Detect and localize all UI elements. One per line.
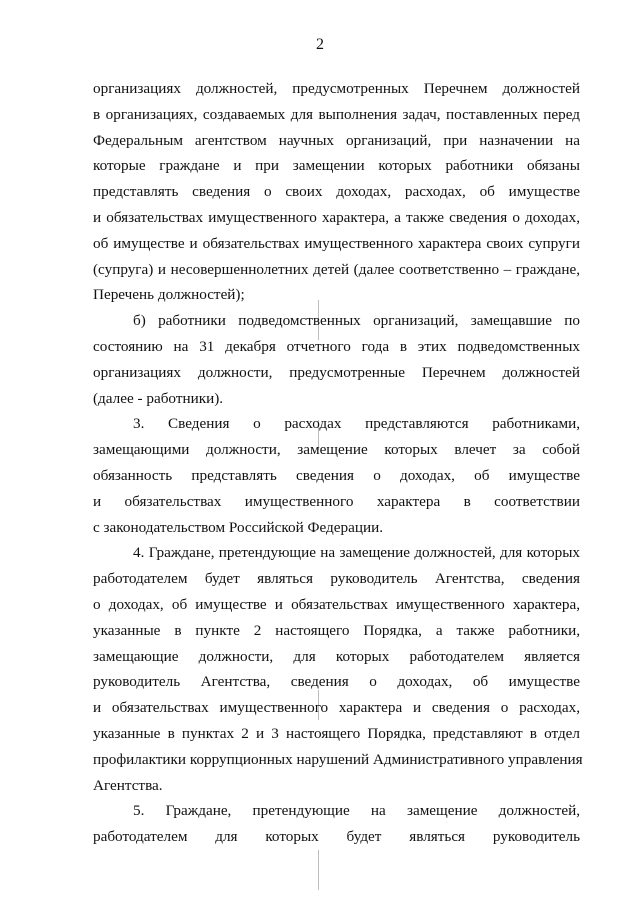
text-line: указанные в пункте 2 настоящего Порядка, а также работники,	[93, 621, 580, 639]
text-line: и обязательствах имущественного характера и сведения о расходах,	[93, 699, 580, 717]
text-line: организациях должности, предусмотренные Перечнем должностей	[93, 363, 580, 381]
text-line: работодателем для которых будет являться руководитель	[93, 828, 580, 846]
text-line: Агентства.	[93, 776, 163, 794]
text-line: Перечень должностей);	[93, 286, 245, 304]
text-line: 3. Сведения о расходах представляются работниками,	[133, 415, 580, 433]
text-line: с законодательством Российской Федерации.	[93, 518, 384, 536]
text-line: 5. Граждане, претендующие на замещение должностей,	[133, 802, 580, 820]
text-line: об имуществе и обязательствах имущественного характера своих супруги	[93, 234, 580, 252]
text-line: Федеральным агентством научных организаций, при назначении на	[93, 131, 580, 149]
text-line: замещающими должности, замещение которых влечет за собой	[93, 441, 580, 459]
document-body	[93, 76, 583, 850]
text-line: и обязательствах имущественного характера в соответствии	[93, 492, 580, 510]
text-line: в организациях, создаваемых для выполнения задач, поставленных перед	[93, 105, 580, 123]
text-line: которые граждане и при замещении которых работники обязаны	[93, 157, 580, 175]
text-line: 4. Граждане, претендующие на замещение должностей, для которых	[133, 544, 580, 562]
text-line: руководитель Агентства, сведения о доходах, об имуществе	[93, 673, 580, 691]
text-line: профилактики коррупционных нарушений Административного управления	[93, 750, 583, 768]
text-line: замещающие должности, для которых работодателем является	[93, 647, 580, 665]
text-line: указанные в пунктах 2 и 3 настоящего Порядка, представляют в отдел	[93, 724, 580, 742]
scan-artifact-line	[318, 850, 319, 890]
text-line: и обязательствах имущественного характера, а также сведения о доходах,	[93, 208, 580, 226]
text-line: представлять сведения о своих доходах, расходах, об имуществе	[93, 183, 580, 201]
text-line: (супруга) и несовершеннолетних детей (далее соответственно – граждане,	[93, 260, 580, 278]
text-line: обязанность представлять сведения о доходах, об имуществе	[93, 466, 580, 484]
text-line: работодателем будет являться руководитель Агентства, сведения	[93, 570, 580, 588]
text-line: б) работники подведомственных организаций, замещавшие по	[133, 312, 580, 330]
text-line: организациях должностей, предусмотренных Перечнем должностей	[93, 80, 580, 97]
text-line: (далее - работники).	[93, 389, 224, 407]
text-line: о доходах, об имуществе и обязательствах имущественного характера,	[93, 595, 580, 613]
page-number: 2	[316, 36, 324, 53]
text-line: состоянию на 31 декабря отчетного года в этих подведомственных	[93, 337, 580, 355]
